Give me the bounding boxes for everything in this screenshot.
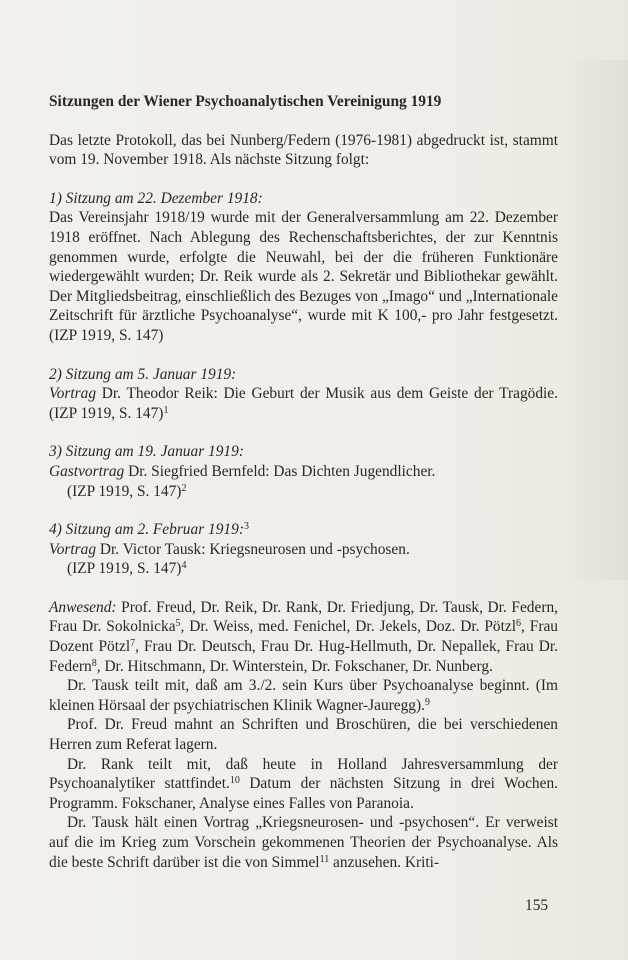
footnote-ref: 6 bbox=[516, 618, 522, 630]
session-4-ref bbox=[49, 559, 558, 579]
paragraph-text: Dr. Tausk hält einen Vortrag „Kriegsneurosen- und -psychosen“. Er verweist auf die im Krieg zum Vorschein gekommenen Theorien der Psychoanalyse. Als die beste Schrift darüber ist die von Simmel bbox=[49, 814, 558, 871]
body-paragraph: Prof. Dr. Freud mahnt an Schriften und Broschüren, die bei verschiedenen Herren zum Referat lagern. bbox=[49, 716, 558, 754]
footnote-ref: 5 bbox=[175, 618, 181, 630]
session-3-ref-text: (IZP 1919, S. 147) bbox=[67, 482, 182, 500]
paragraph-text: Dr. Tausk teilt mit, daß am 3./2. sein Kurs über Psychoanalyse beginnt. (Im kleinen Hörsaal der psychiatrischen Klinik Wagner-Jauregg). bbox=[49, 677, 558, 714]
session-4-title bbox=[49, 520, 558, 540]
session-4-ref-text: (IZP 1919, S. 147) bbox=[67, 560, 182, 578]
session-4-text bbox=[49, 540, 558, 560]
footnote-ref: 9 bbox=[424, 696, 430, 708]
paragraph-text: Datum der nächsten Sitzung in drei Wochen. Programm. Fokschaner, Analyse eines Falles von Paranoia. bbox=[49, 775, 558, 812]
session-3-body: Dr. Siegfried Bernfeld: Das Dichten Jugendlicher. bbox=[124, 462, 436, 480]
body-paragraph bbox=[49, 813, 558, 872]
paragraph-text: anzusehen. Kriti- bbox=[329, 853, 440, 871]
footnote-ref: 1 bbox=[163, 404, 169, 416]
attendance-text: , Dr. Hitschmann, Dr. Winterstein, Dr. Fokschaner, Dr. Nunberg. bbox=[96, 657, 493, 675]
session-2-body: Dr. Theodor Reik: Die Geburt der Musik aus dem Geiste der Tragödie. (IZP 1919, S. 147) bbox=[49, 385, 558, 422]
attendance-label: Anwesend: bbox=[49, 598, 117, 616]
attendance-paragraph bbox=[49, 598, 558, 676]
section-heading: Sitzungen der Wiener Psychoanalytischen Vereinigung 1919 bbox=[49, 93, 442, 110]
session-4-body: Dr. Victor Tausk: Kriegsneurosen und -psychosen. bbox=[96, 540, 410, 558]
body-paragraph bbox=[49, 676, 558, 715]
footnote-ref: 4 bbox=[181, 560, 187, 572]
session-3-title: 3) Sitzung am 19. Januar 1919: bbox=[49, 443, 244, 461]
attendance-text: Prof. Freud, Dr. Reik, Dr. Rank, Dr. Friedjung, Dr. Tausk, Dr. Federn, Frau Dr. Sokolnicka bbox=[49, 598, 558, 636]
session-3-text bbox=[49, 462, 558, 482]
attendance-text: , Dr. Weiss, med. Fenichel, Dr. Jekels, Doz. Dr. Pötzl bbox=[180, 618, 517, 636]
session-2-title: 2) Sitzung am 5. Januar 1919: bbox=[49, 365, 237, 383]
footnote-ref: 11 bbox=[319, 853, 330, 865]
page-content bbox=[49, 92, 558, 872]
attendance-text: , Frau Dr. Deutsch, Frau Dr. Hug-Hellmuth, Dr. Nepallek, Frau Dr. Federn bbox=[49, 638, 559, 675]
session-1-text: Das Vereinsjahr 1918/19 wurde mit der Generalversammlung am 22. Dezember 1918 eröffnet. Nach Ablegung des Rechenschaftsberichtes, der zur Kenntnis genommen wurde, erfolgte die Neuwahl, bei der die früheren Funktionäre wiedergewählt wurden; Dr. Reik wurde als 2. Sekretär und Bibliothekar gewählt. Der Mitgliedsbeitrag, einschließlich des Bezuges von „Imago“ und „Internationale Zeitschrift für ärztliche Psychoanalyse“, wurde mit K 100,- pro Jahr festgesetzt. (IZP 1919, S. 147) bbox=[49, 209, 559, 344]
paragraph-text: Dr. Rank teilt mit, daß heute in Holland Jahresversammlung der Psychoanalytiker stattfindet. bbox=[49, 755, 558, 793]
session-2-text bbox=[49, 384, 558, 423]
session-3-type: Gastvortrag bbox=[49, 462, 125, 480]
footnote-ref: 10 bbox=[229, 775, 240, 787]
session-4-title-text: 4) Sitzung am 2. Februar 1919: bbox=[49, 521, 244, 539]
session-4-type: Vortrag bbox=[49, 540, 97, 558]
session-3-ref bbox=[49, 482, 558, 502]
footnote-ref: 3 bbox=[243, 521, 249, 533]
attendance-text: , Frau Dozent Pötzl bbox=[49, 618, 558, 656]
footnote-ref: 7 bbox=[130, 638, 136, 650]
footnote-ref: 2 bbox=[181, 482, 187, 494]
page-number: 155 bbox=[525, 897, 549, 914]
footnote-ref: 8 bbox=[91, 657, 97, 669]
session-1-title: 1) Sitzung am 22. Dezember 1918: bbox=[49, 189, 263, 207]
show-through-shadow bbox=[562, 60, 628, 580]
intro-paragraph: Das letzte Protokoll, das bei Nunberg/Federn (1976-1981) abgedruckt ist, stammt vom 19. November 1918. Als nächste Sitzung folgt: bbox=[49, 131, 558, 169]
body-paragraph bbox=[49, 755, 558, 814]
session-2-type: Vortrag bbox=[49, 385, 97, 403]
